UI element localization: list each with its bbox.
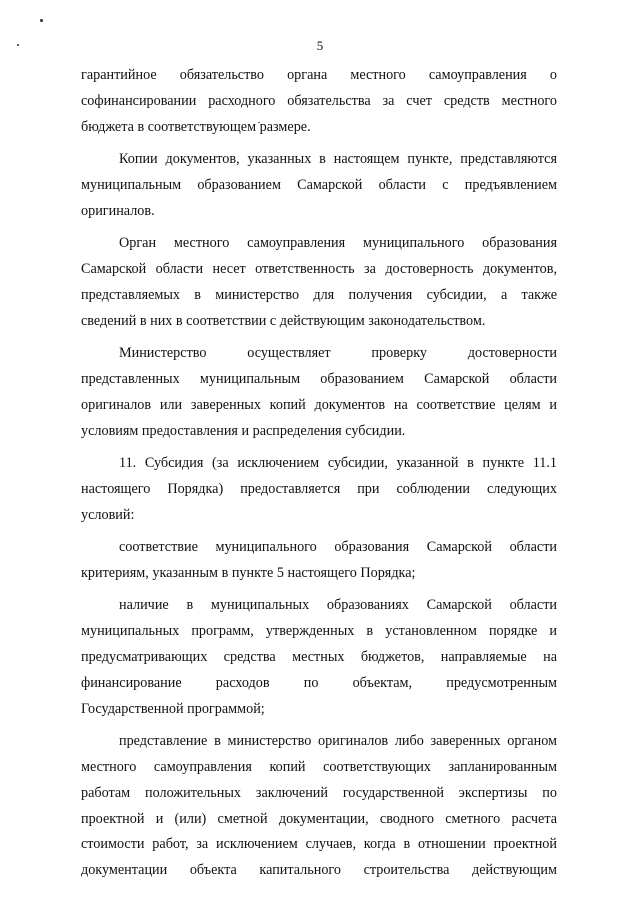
scan-speck — [40, 19, 43, 22]
paragraph-expertise — [81, 729, 557, 884]
text-line: финансирование расходов по объектам, предусмотренным — [81, 674, 557, 691]
text-line: Копии документов, указанных в настоящем пункте, представляются — [119, 151, 557, 168]
text-line: условиям предоставления и распределения субсидии. — [81, 422, 406, 439]
text-line: соответствие муниципального образования Самарской области — [119, 538, 557, 555]
text-line: документации объекта капитального строительства действующим — [81, 862, 557, 879]
text-line: стоимости работ, за исключением случаев, когда в отношении проектной — [81, 836, 557, 853]
document-body — [81, 63, 557, 891]
text-line: оригиналов или заверенных копий документов на соответствие целям и — [81, 396, 557, 413]
text-line: наличие в муниципальных образованиях Самарской области — [119, 597, 557, 613]
paragraph-criteria — [81, 535, 557, 587]
text-line: оригиналов. — [81, 202, 155, 219]
text-line: критериям, указанным в пункте 5 настоящего Порядка; — [81, 564, 416, 581]
text-line: гарантийное обязательство органа местного самоуправления о — [81, 67, 557, 83]
text-line: предусматривающих средства местных бюджетов, направляемые на — [81, 648, 557, 665]
text-line: сведений в них в соответствии с действующим законодательством. — [81, 312, 486, 329]
text-line: бюджета в соответствующем размере. — [81, 118, 311, 135]
text-line: работам положительных заключений государственной экспертизы по — [81, 784, 557, 801]
text-line: представленных муниципальным образованием Самарской области — [81, 370, 557, 387]
text-line: Министерство осуществляет проверку достоверности — [119, 344, 557, 361]
text-line: местного самоуправления копий соответствующих запланированным — [81, 758, 557, 775]
text-line: настоящего Порядка) предоставляется при соблюдении следующих — [81, 480, 557, 497]
text-line: Самарской области несет ответственность за достоверность документов, — [81, 260, 557, 277]
text-line: условий: — [81, 506, 135, 523]
paragraph-copies — [81, 147, 557, 225]
paragraph-programs — [81, 593, 557, 723]
paragraph-item-11 — [81, 451, 557, 529]
text-line: представление в министерство оригиналов либо заверенных органом — [119, 732, 557, 749]
text-line: муниципальных программ, утвержденных в установленном порядке и — [81, 622, 557, 639]
text-line: муниципальным образованием Самарской области с предъявлением — [81, 176, 557, 193]
text-line: Орган местного самоуправления муниципального образования — [119, 235, 557, 252]
paragraph-responsibility — [81, 231, 557, 335]
paragraph-guarantee — [81, 63, 557, 141]
text-line: софинансировании расходного обязательства за счет средств местного — [81, 92, 557, 109]
paragraph-ministry-check — [81, 341, 557, 445]
page-number: 5 — [316, 38, 324, 53]
text-line: проектной и (или) сметной документации, сводного сметного расчета — [81, 810, 557, 827]
text-line: представляемых в министерство для получения субсидии, а также — [81, 286, 557, 303]
text-line: 11. Субсидия (за исключением субсидии, указанной в пункте 11.1 — [119, 454, 557, 471]
text-line: Государственной программой; — [81, 700, 265, 717]
